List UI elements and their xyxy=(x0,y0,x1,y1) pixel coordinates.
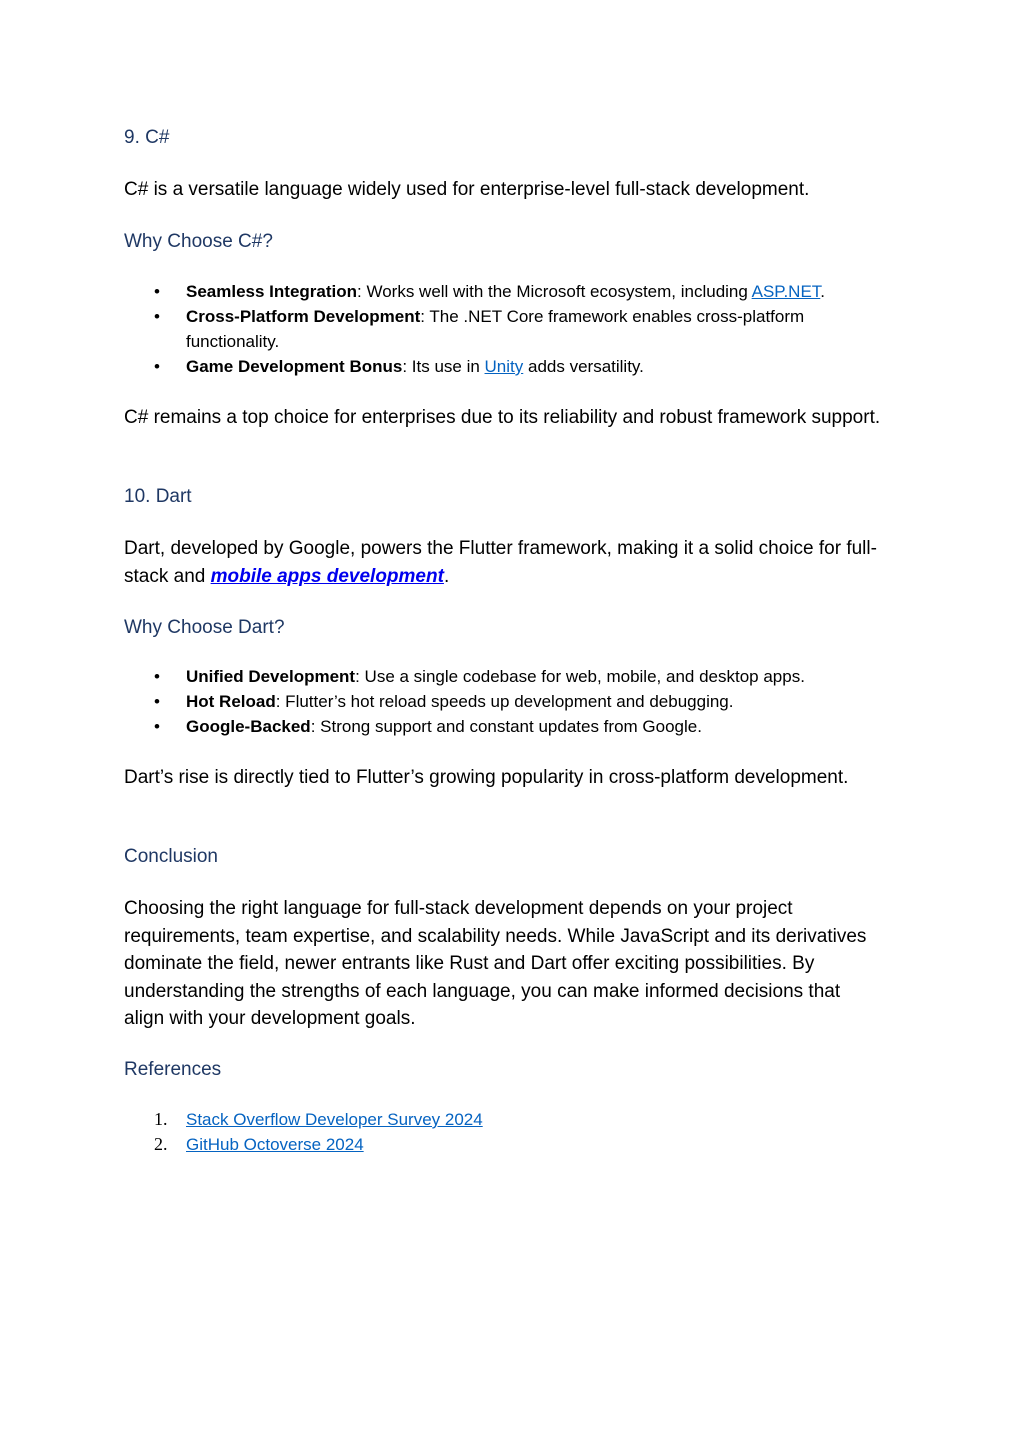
bullet-text: : The .NET Core framework enables cross-platform functionality. xyxy=(186,307,805,351)
dart-why-heading: Why Choose Dart? xyxy=(124,617,285,638)
bullet-term: Cross-Platform Development xyxy=(186,307,421,326)
bullet-icon: • xyxy=(154,307,160,326)
bullet-icon: • xyxy=(154,357,160,376)
dart-intro-end: . xyxy=(443,565,450,587)
bullet-icon: • xyxy=(154,667,160,686)
bullet-icon: • xyxy=(154,692,160,711)
section-heading-csharp: 9. C# xyxy=(124,127,170,148)
bullet-text: . xyxy=(820,282,826,301)
section-heading-dart: 10. Dart xyxy=(124,486,192,507)
list-item xyxy=(124,279,884,304)
list-item xyxy=(124,714,884,739)
csharp-outro: C# remains a top choice for enterprises due to its reliability and robust framework support. xyxy=(124,407,881,428)
list-item xyxy=(124,664,884,689)
dart-intro-text: Dart, developed by Google, powers the Flutter framework, making it a solid choice for full-stack and xyxy=(124,538,877,587)
bullet-text: : Strong support and constant updates from Google. xyxy=(310,717,702,736)
references-list xyxy=(124,1107,884,1157)
unity-link[interactable]: Unity xyxy=(484,357,524,376)
bullet-term: Game Development Bonus xyxy=(186,357,403,376)
bullet-icon: • xyxy=(154,282,160,301)
section-heading-conclusion: Conclusion xyxy=(124,846,218,867)
bullet-icon: • xyxy=(154,717,160,736)
reference-link-stack-overflow-survey[interactable]: Stack Overflow Developer Survey 2024 xyxy=(186,1110,483,1129)
bullet-term: Seamless Integration xyxy=(186,282,358,301)
csharp-intro: C# is a versatile language widely used for enterprise-level full-stack development. xyxy=(124,179,810,200)
csharp-bullet-list xyxy=(124,279,884,379)
csharp-why-heading: Why Choose C#? xyxy=(124,231,273,252)
list-item xyxy=(124,689,884,714)
aspnet-link[interactable]: ASP.NET xyxy=(751,282,821,301)
bullet-text: : Use a single codebase for web, mobile, and desktop apps. xyxy=(355,667,805,686)
reference-number: 1. xyxy=(154,1109,168,1129)
section-heading-references: References xyxy=(124,1059,222,1080)
list-item xyxy=(124,354,884,379)
bullet-term: Unified Development xyxy=(186,667,356,686)
dart-intro xyxy=(124,535,884,590)
dart-bullet-list xyxy=(124,664,884,739)
dart-outro: Dart’s rise is directly tied to Flutter’s growing popularity in cross-platform development. xyxy=(124,767,849,788)
reference-link-github-octoverse[interactable]: GitHub Octoverse 2024 xyxy=(186,1135,364,1154)
list-item xyxy=(124,1132,884,1157)
bullet-term: Hot Reload xyxy=(186,692,276,711)
bullet-text: adds versatility. xyxy=(523,357,644,376)
bullet-text: : Works well with the Microsoft ecosystem, including xyxy=(357,282,752,301)
bullet-text: : Its use in xyxy=(402,357,485,376)
conclusion-text: Choosing the right language for full-stack development depends on your project requirements, team expertise, and scalability needs. While JavaScript and its derivatives dominate the field, newer entrants like Rust and Dart offer exciting possibilities. By understanding the strengths of each language, you can make informed decisions that align with your development goals. xyxy=(124,898,867,1029)
list-item xyxy=(124,1107,884,1132)
bullet-term: Google-Backed xyxy=(186,717,311,736)
bullet-text: : Flutter’s hot reload speeds up development and debugging. xyxy=(275,692,734,711)
reference-number: 2. xyxy=(154,1134,168,1154)
mobile-apps-development-link[interactable]: mobile apps development xyxy=(210,565,444,587)
list-item xyxy=(124,304,884,354)
